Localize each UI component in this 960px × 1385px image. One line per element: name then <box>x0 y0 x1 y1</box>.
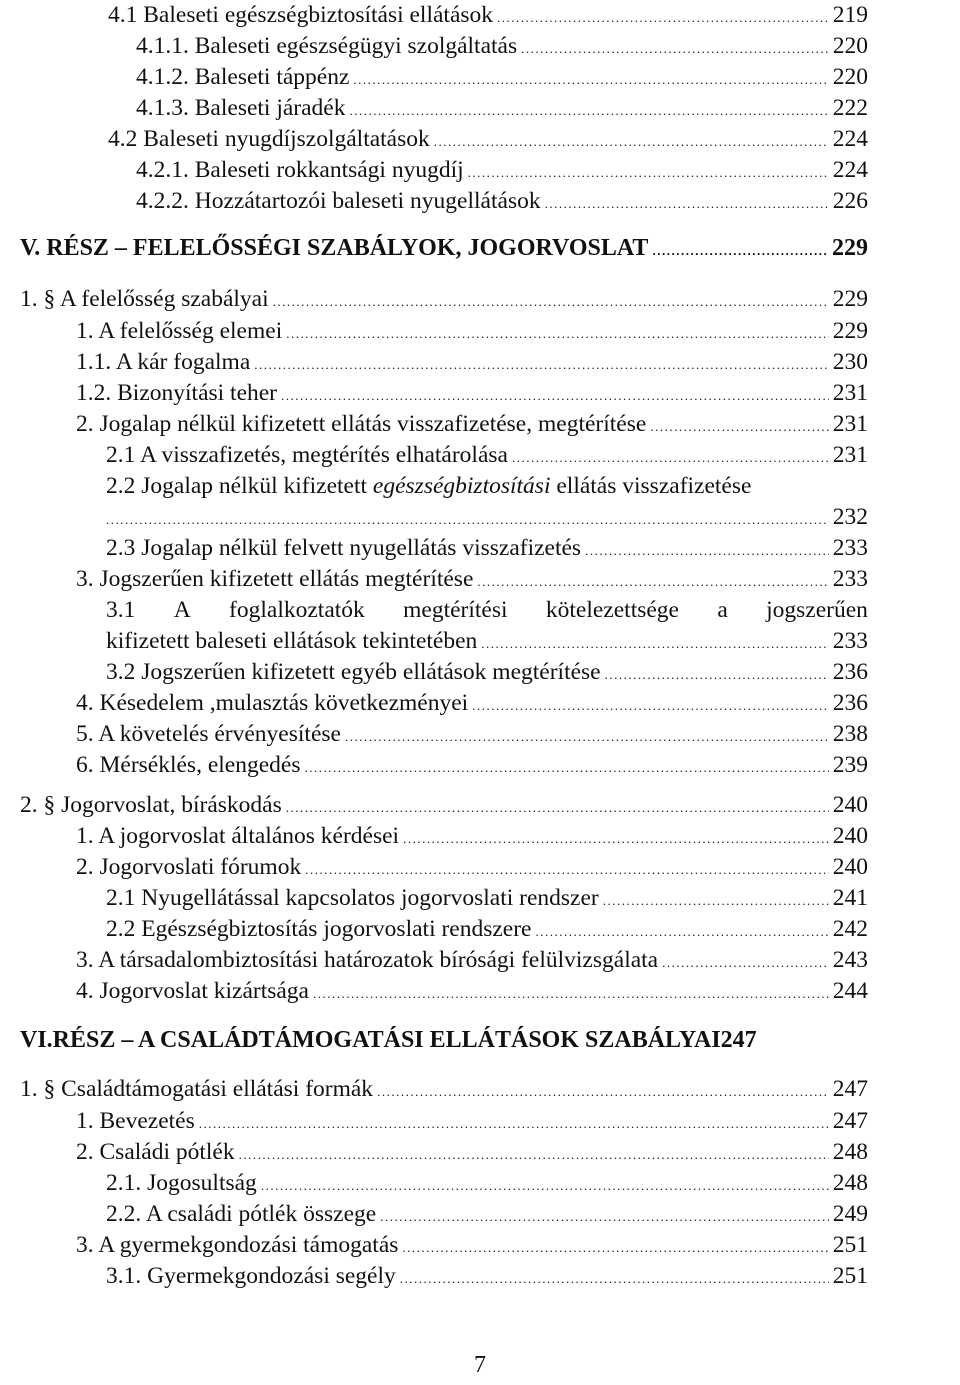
toc-entry-page: 233 <box>832 628 868 654</box>
toc-entry-page: 231 <box>832 411 868 437</box>
toc-entry-page: 224 <box>832 126 868 152</box>
toc-entry-title: 2.1 A visszafizetés, megtérítés elhatárolása <box>106 442 508 468</box>
dot-leader <box>304 753 828 783</box>
toc-entry-title: 4. Késedelem ,mulasztás következményei <box>76 690 469 716</box>
toc-entry-page: 224 <box>832 157 868 183</box>
dot-leader <box>286 793 829 823</box>
toc-entry-page: 240 <box>832 823 868 849</box>
toc-entry-title: 1. § Családtámogatási ellátási formák <box>20 1076 374 1102</box>
toc-entry <box>108 0 868 33</box>
toc-entry-continuation <box>106 502 868 535</box>
toc-entry-page: 219 <box>832 2 868 28</box>
toc-entry <box>76 945 868 978</box>
toc-entry <box>106 1168 868 1201</box>
dot-leader <box>380 1202 829 1232</box>
dot-leader <box>662 948 829 978</box>
dot-leader <box>545 189 829 219</box>
dot-leader <box>603 886 829 916</box>
toc-entry <box>106 440 868 473</box>
toc-entry-page: 232 <box>832 504 868 530</box>
toc-entry <box>76 409 868 442</box>
toc-entry <box>76 347 868 380</box>
toc-entry-title: 4. Jogorvoslat kizártsága <box>76 978 309 1004</box>
toc-entry-title: 2.1 Nyugellátással kapcsolatos jogorvoslati rendszer <box>106 885 599 911</box>
toc-entry-page: 241 <box>832 885 868 911</box>
dot-leader <box>349 96 828 126</box>
toc-entry <box>76 750 868 783</box>
toc-entry-page: 240 <box>832 792 868 818</box>
toc-entry-title: 4.1 Baleseti egészségbiztosítási ellátások <box>108 2 494 28</box>
toc-entry-title: VI.RÉSZ – A CSALÁDTÁMOGATÁSI ELLÁTÁSOK SZABÁLYAI <box>20 1027 721 1053</box>
toc-entry <box>76 1230 868 1263</box>
toc-part-heading <box>20 1025 868 1055</box>
toc-entry-title: 3.2 Jogszerűen kifizetett egyéb ellátások megtérítése <box>106 659 601 685</box>
toc-word: 3.1 <box>106 597 136 623</box>
toc-entry-title: 2.1. Jogosultság <box>106 1170 257 1196</box>
dot-leader <box>497 3 829 33</box>
toc-entry-page: 239 <box>832 752 868 778</box>
dot-leader <box>434 127 829 157</box>
toc-entry-page: 243 <box>832 947 868 973</box>
toc-entry-page: 247 <box>832 1076 868 1102</box>
dot-leader <box>345 722 829 752</box>
toc-entry-justified-line <box>106 595 868 625</box>
toc-entry-page: 233 <box>832 566 868 592</box>
toc-entry-title: 4.2.1. Baleseti rokkantsági nyugdíj <box>136 157 464 183</box>
dot-leader <box>273 287 829 317</box>
toc-entry-page: 220 <box>832 64 868 90</box>
toc-entry <box>20 284 868 317</box>
toc-entry <box>106 1261 868 1294</box>
dot-leader <box>239 1140 829 1170</box>
toc-entry <box>136 155 868 188</box>
toc-entry <box>106 626 868 659</box>
dot-leader <box>585 536 829 566</box>
dot-leader <box>305 855 829 885</box>
toc-entry-page: 231 <box>832 380 868 406</box>
dot-leader <box>652 236 828 266</box>
toc-entry-page: 236 <box>832 690 868 716</box>
toc-entry <box>136 93 868 126</box>
dot-leader <box>106 505 829 535</box>
toc-entry-title: kifizetett baleseti ellátások tekintetében <box>106 628 478 654</box>
toc-entry <box>136 62 868 95</box>
dot-leader <box>481 629 828 659</box>
dot-leader <box>281 381 829 411</box>
toc-word: a <box>717 597 728 623</box>
dot-leader <box>521 34 829 64</box>
dot-leader <box>286 319 829 349</box>
toc-entry-page: 242 <box>832 916 868 942</box>
toc-entry <box>106 1199 868 1232</box>
toc-entry <box>76 1137 868 1170</box>
toc-entry-title: 2.3 Jogalap nélkül felvett nyugellátás visszafizetés <box>106 535 582 561</box>
toc-entry-title: ellátás visszafizetése <box>550 473 752 499</box>
dot-leader <box>353 65 828 95</box>
toc-entry <box>136 31 868 64</box>
toc-entry-title: 4.1.1. Baleseti egészségügyi szolgáltatás <box>136 33 518 59</box>
toc-entry-page: 249 <box>832 1201 868 1227</box>
toc-entry-title: 4.2.2. Hozzátartozói baleseti nyugellátások <box>136 188 541 214</box>
toc-entry-title: 3. Jogszerűen kifizetett ellátás megtérítése <box>76 566 474 592</box>
dot-leader <box>468 158 829 188</box>
toc-entry-title: 1. Bevezetés <box>76 1108 195 1134</box>
toc-entry <box>76 316 868 349</box>
dot-leader <box>199 1109 829 1139</box>
dot-leader <box>402 1233 828 1263</box>
toc-entry <box>76 976 868 1009</box>
toc-entry-title: 1. § A felelősség szabályai <box>20 286 269 312</box>
toc-entry-title: 2.2. A családi pótlék összege <box>106 1201 377 1227</box>
dot-leader <box>400 1264 829 1294</box>
toc-entry <box>76 852 868 885</box>
toc-word: foglalkoztatók <box>229 597 365 623</box>
toc-entry-title: 3. A társadalombiztosítási határozatok bírósági felülvizsgálata <box>76 947 659 973</box>
dot-leader <box>377 1077 829 1107</box>
toc-entry-title: 5. A követelés érvényesítése <box>76 721 341 747</box>
toc-entry-page: 238 <box>832 721 868 747</box>
toc-part-heading <box>20 233 868 266</box>
dot-leader <box>512 443 829 473</box>
toc-entry-title: V. RÉSZ – FELELŐSSÉGI SZABÁLYOK, JOGORVOSLAT <box>20 235 649 261</box>
dot-leader <box>650 412 828 442</box>
dot-leader <box>403 824 829 854</box>
toc-entry-title: 2. Jogorvoslati fórumok <box>76 854 302 880</box>
toc-entry-title: 2. Családi pótlék <box>76 1139 235 1165</box>
toc-entry-page: 236 <box>832 659 868 685</box>
toc-entry <box>20 790 868 823</box>
toc-entry-title: 1. A felelősség elemei <box>76 318 283 344</box>
toc-entry-page: 247 <box>832 1108 868 1134</box>
toc-entry-page: 230 <box>832 349 868 375</box>
dot-leader <box>477 567 828 597</box>
toc-entry-title: 2. § Jogorvoslat, bíráskodás <box>20 792 282 818</box>
toc-entry <box>76 688 868 721</box>
toc-entry-page: 229 <box>832 318 868 344</box>
toc-entry <box>76 821 868 854</box>
dot-leader <box>254 350 828 380</box>
toc-entry-page: 226 <box>832 188 868 214</box>
toc-entry-page: 220 <box>832 33 868 59</box>
toc-entry-title: 2.2 Egészségbiztosítás jogorvoslati rendszere <box>106 916 532 942</box>
toc-word: jogszerűen <box>766 597 868 623</box>
dot-leader <box>536 917 829 947</box>
toc-entry-page: 247 <box>720 1027 757 1053</box>
toc-word: megtérítési <box>403 597 508 623</box>
page-number: 7 <box>474 1352 486 1378</box>
toc-entry-title: 4.1.2. Baleseti táppénz <box>136 64 350 90</box>
toc-entry-page: 229 <box>832 286 868 312</box>
toc-entry-title: 3.1. Gyermekgondozási segély <box>106 1263 396 1289</box>
toc-entry-page: 222 <box>832 95 868 121</box>
toc-entry <box>106 657 868 690</box>
toc-entry-page: 251 <box>832 1263 868 1289</box>
toc-entry-title: 1.2. Bizonyítási teher <box>76 380 278 406</box>
toc-entry <box>106 883 868 916</box>
toc-entry-title: 4.1.3. Baleseti járadék <box>136 95 346 121</box>
toc-entry-title: 3. A gyermekgondozási támogatás <box>76 1232 399 1258</box>
toc-entry <box>106 471 868 501</box>
toc-entry <box>108 124 868 157</box>
toc-entry-title: 2.2 Jogalap nélkül kifizetett <box>106 473 373 499</box>
toc-entry-page: 244 <box>832 978 868 1004</box>
toc-entry <box>136 186 868 219</box>
dot-leader <box>472 691 829 721</box>
toc-entry-title-italic: egészségbiztosítási <box>372 473 551 499</box>
toc-entry <box>20 1074 868 1107</box>
toc-entry <box>106 533 868 566</box>
toc-entry <box>76 719 868 752</box>
toc-entry-page: 251 <box>832 1232 868 1258</box>
dot-leader <box>605 660 829 690</box>
toc-entry-page: 248 <box>832 1139 868 1165</box>
toc-entry-page: 240 <box>832 854 868 880</box>
toc-entry-title: 1. A jogorvoslat általános kérdései <box>76 823 400 849</box>
toc-entry <box>106 914 868 947</box>
toc-entry <box>76 378 868 411</box>
toc-entry-page: 231 <box>832 442 868 468</box>
toc-entry <box>76 564 868 597</box>
toc-entry-title: 1.1. A kár fogalma <box>76 349 251 375</box>
toc-word: kötelezettsége <box>545 597 679 623</box>
dot-leader <box>261 1171 829 1201</box>
toc-entry-page: 229 <box>832 235 868 261</box>
toc-entry-page: 233 <box>832 535 868 561</box>
toc-entry-title: 2. Jogalap nélkül kifizetett ellátás visszafizetése, megtérítése <box>76 411 647 437</box>
toc-word: A <box>173 597 191 623</box>
dot-leader <box>313 979 829 1009</box>
toc-entry-title: 6. Mérséklés, elengedés <box>76 752 301 778</box>
toc-entry-page: 248 <box>832 1170 868 1196</box>
toc-entry <box>76 1106 868 1139</box>
toc-entry-title: 4.2 Baleseti nyugdíjszolgáltatások <box>108 126 430 152</box>
